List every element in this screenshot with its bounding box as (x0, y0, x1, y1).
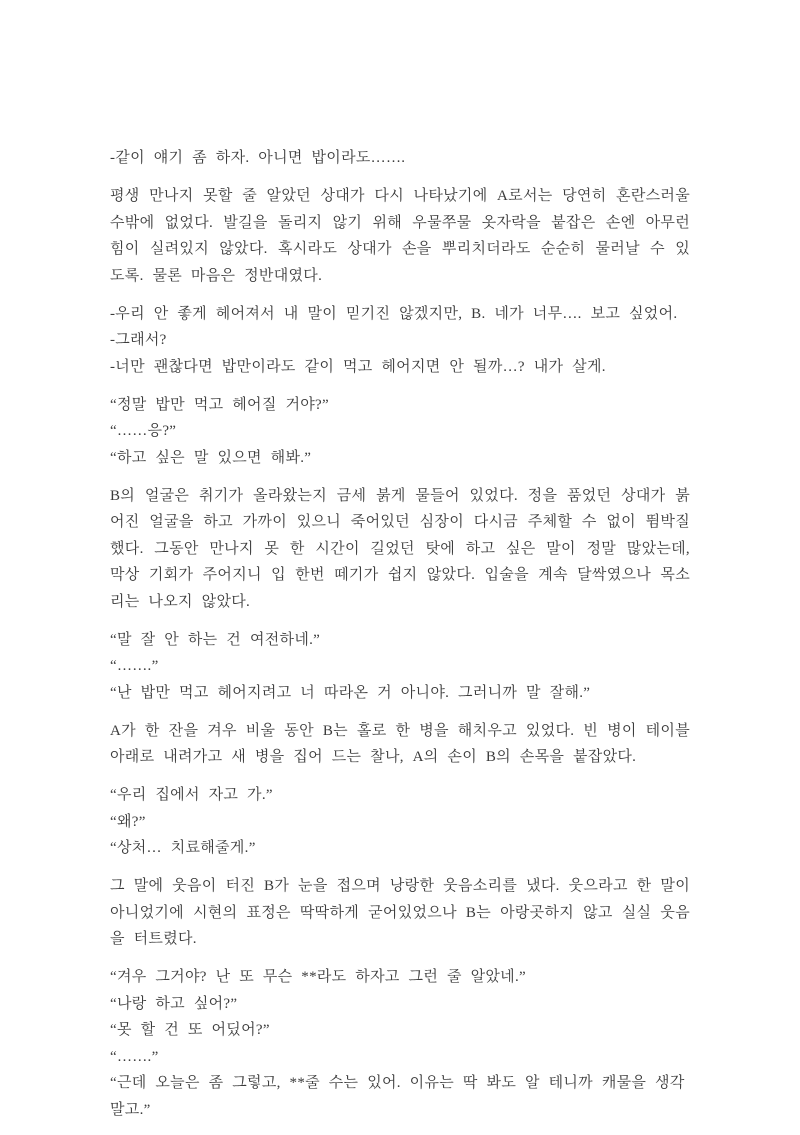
text-line: “난 밥만 먹고 헤어지려고 너 따라온 거 아니야. 그러니까 말 잘해.” (110, 684, 591, 701)
dialogue-paragraph (110, 145, 690, 172)
text-line: “…….” (110, 1048, 159, 1065)
text-line: 그 말에 웃음이 터진 B가 눈을 접으며 낭랑한 웃음소리를 냈다. 웃으라고 한 말이 아니었기에 시현의 표정은 딱딱하게 굳어있었으나 B는 아랑곳하지 않고 실실 웃음을 터트렸다. (110, 878, 690, 947)
text-line: “나랑 하고 싶어?” (110, 995, 238, 1012)
dialogue-paragraph (110, 964, 690, 1123)
text-line: “……응?” (110, 423, 177, 439)
text-line: “겨우 그거야? 난 또 무슨 **라도 하자고 그런 줄 알았네.” (110, 969, 526, 985)
text-line: “말 잘 안 하는 건 여전하네.” (110, 631, 321, 648)
text-line: 평생 만나지 못할 줄 알았던 상대가 다시 나타났기에 A로서는 당연히 혼란스러울 수밖에 없었다. 발길을 돌리지 않기 위해 우물쭈물 옷자락을 붙잡은 손엔 아무런 힘이 실려있지 않았다. 혹시라도 상대가 손을 뿌리치더라도 순순히 물러날 수 있도록. 물론 마음은 정반대였다. (110, 188, 690, 284)
narration-paragraph (110, 718, 690, 771)
text-line: -우리 안 좋게 헤어져서 내 말이 믿기진 않겠지만, B. 네가 너무…. 보고 싶었어. (110, 305, 678, 322)
narration-paragraph (110, 183, 690, 289)
text-line: B의 얼굴은 취기가 올라왔는지 금세 붉게 물들어 있었다. 정을 품었던 상대가 붉어진 얼굴을 하고 가까이 있으니 죽어있던 심장이 다시금 주체할 수 없이 뜀박질했다. 그동안 만나지 못 한 시간이 길었던 탓에 하고 싶은 말이 정말 많았는데, 막상 기회가 주어지니 입 한번 떼기가 쉽지 않았다. 입술을 계속 달싹였으나 목소리는 나오지 않았다. (110, 487, 690, 610)
text-line: “왜?” (110, 813, 146, 830)
narration-paragraph (110, 873, 690, 953)
text-line: -같이 얘기 좀 하자. 아니면 밥이라도……. (110, 150, 406, 166)
text-line: -너만 괜찮다면 밥만이라도 같이 먹고 헤어지면 안 될까…? 내가 살게. (110, 358, 606, 375)
dialogue-paragraph (110, 301, 690, 381)
text-line: -그래서? (110, 332, 167, 348)
text-line: “…….” (110, 658, 159, 674)
text-line: “근데 오늘은 좀 그렇고, **줄 수는 있어. 이유는 딱 봐도 알 테니까 캐물을 생각 말고.” (110, 1075, 685, 1118)
text-line: “우리 집에서 자고 가.” (110, 787, 273, 803)
dialogue-paragraph (110, 627, 690, 707)
text-line: “상처… 치료해줄게.” (110, 840, 256, 856)
text-line: “정말 밥만 먹고 헤어질 거야?” (110, 396, 329, 413)
narration-paragraph (110, 483, 690, 616)
text-line: A가 한 잔을 겨우 비울 동안 B는 홀로 한 병을 해치우고 있었다. 빈 병이 테이블 아래로 내려가고 새 병을 집어 드는 찰나, A의 손이 B의 손목을 붙잡았다. (110, 722, 690, 765)
dialogue-paragraph (110, 782, 690, 862)
text-line: “하고 싶은 말 있으면 해봐.” (110, 449, 312, 466)
document-content (110, 145, 690, 1135)
dialogue-paragraph (110, 392, 690, 472)
text-line: “못 할 건 또 어딨어?” (110, 1022, 270, 1038)
